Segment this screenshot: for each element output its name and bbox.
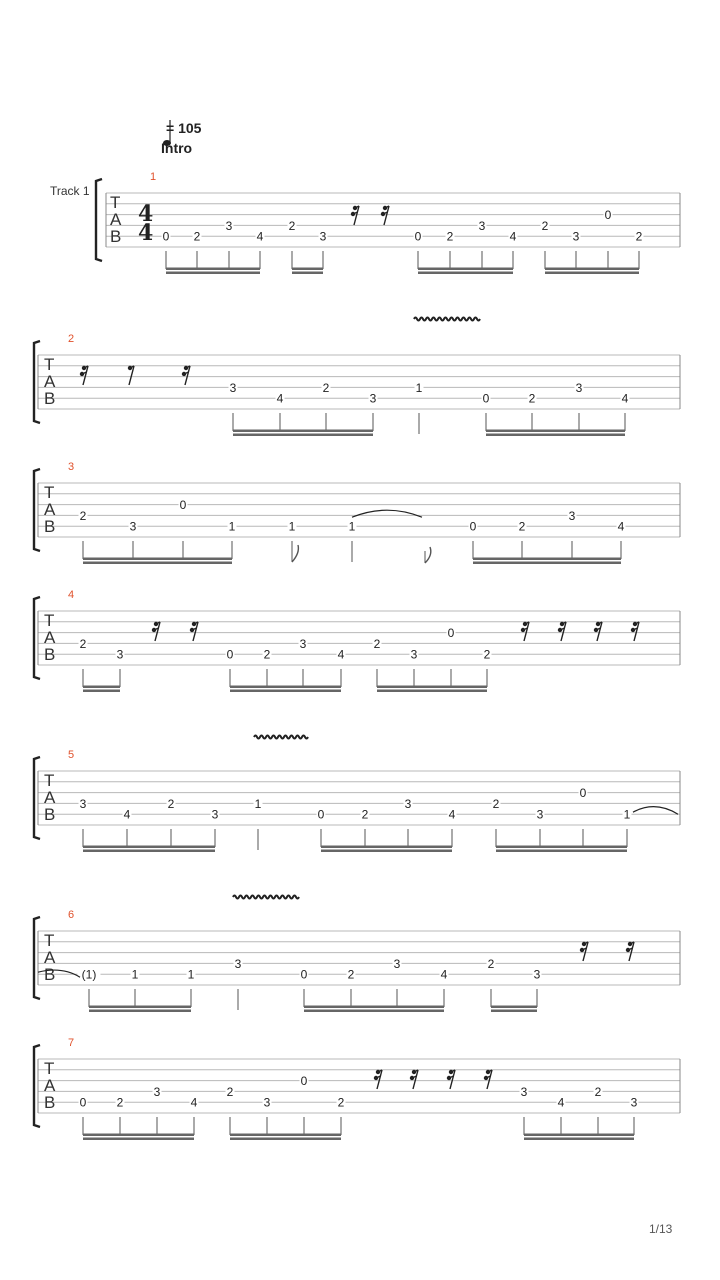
fret-number: 4 [617,519,625,534]
measure-number: 6 [68,909,75,921]
tab-clef-letter: B [44,805,56,824]
tab-system [34,1037,680,1140]
measure-number: 4 [68,589,75,601]
fret-number: 2 [193,229,201,244]
beam [496,846,627,849]
beam [292,268,323,271]
beam [491,1006,537,1009]
beam [292,272,323,275]
beam [304,1010,444,1013]
fret-number: 3 [153,1084,161,1099]
sixteenth-rest-icon [484,1070,492,1089]
beam [166,268,260,271]
tab-clef-letter: A [44,788,56,807]
beam [418,272,513,275]
beam [545,268,639,271]
beam [304,1006,444,1009]
fret-number: 3 [129,519,137,534]
beam [524,1138,634,1141]
tab-clef-letter: A [44,372,56,391]
fret-number: 4 [621,391,629,406]
tab-clef-letter: T [44,1059,55,1078]
beam [486,430,625,433]
fret-number: 0 [604,208,612,223]
beam [418,268,513,271]
fret-number: 1 [131,967,139,982]
fret-number: 4 [509,229,517,244]
beam [83,850,215,853]
fret-number: 2 [483,647,491,662]
fret-number: 2 [487,956,495,971]
fret-number: 4 [190,1095,198,1110]
fret-number: 0 [300,967,308,982]
fret-number: 2 [594,1084,602,1099]
measure-number: 3 [68,461,75,473]
fret-number: 3 [520,1084,528,1099]
fret-number: 2 [361,807,369,822]
system-bracket [34,1045,40,1127]
beam [166,272,260,275]
system-bracket [34,917,40,999]
sixteenth-rest-icon [558,622,566,641]
fret-number: 3 [478,218,486,233]
tab-clef-letter: T [44,771,55,790]
fret-number: 0 [317,807,325,822]
note-flag-icon [425,547,431,563]
fret-number: 0 [162,229,170,244]
fret-number: 3 [234,956,242,971]
beam [230,1134,341,1137]
tab-clef-letter: T [44,483,55,502]
fret-number: 3 [211,807,219,822]
system-bracket [34,757,40,839]
fret-number: 0 [447,626,455,641]
beam [377,690,487,693]
tab-clef-letter: B [44,965,56,984]
beam [233,434,373,437]
fret-number: 3 [630,1095,638,1110]
sixteenth-rest-icon [410,1070,418,1089]
tab-clef-letter: A [110,210,122,229]
beam [230,686,341,689]
fret-number: 3 [79,796,87,811]
beam [377,686,487,689]
tab-system [34,318,680,437]
beam [321,846,452,849]
beam [545,272,639,275]
beam [83,558,232,561]
time-signature-top: 4 [138,201,154,227]
fret-number: 3 [229,380,237,395]
fret-number: 2 [79,508,87,523]
fret-number: 0 [469,519,477,534]
system-bracket [34,341,40,423]
sixteenth-rest-icon [374,1070,382,1089]
tab-system [34,589,680,692]
fret-number: 1 [228,519,236,534]
beam [83,686,120,689]
fret-number: 0 [414,229,422,244]
fret-number: 2 [322,380,330,395]
vibrato-icon [233,896,299,899]
measure-number: 7 [68,1037,75,1049]
fret-number: 0 [226,647,234,662]
fret-number: 1 [187,967,195,982]
tab-clef-letter: B [44,1093,56,1112]
beam [473,562,621,565]
sixteenth-rest-icon [152,622,160,641]
note-flag-icon [292,545,298,562]
fret-number: 3 [404,796,412,811]
fret-number: 2 [446,229,454,244]
system-bracket [34,597,40,679]
sixteenth-rest-icon [351,206,359,225]
tab-clef-letter: B [44,645,56,664]
fret-number: 2 [337,1095,345,1110]
sixteenth-rest-icon [381,206,389,225]
tab-clef-letter: T [110,193,121,212]
fret-number: 3 [536,807,544,822]
sixteenth-rest-icon [626,942,634,961]
fret-number: 3 [116,647,124,662]
tab-clef-letter: T [44,931,55,950]
sixteenth-rest-icon [521,622,529,641]
measure-number: 2 [68,333,75,345]
vibrato-icon [254,736,308,739]
fret-number: 0 [179,498,187,513]
beam [486,434,625,437]
tab-clef-letter: B [44,517,56,536]
tie-arc [633,807,678,815]
beam [83,562,232,565]
measure-number: 5 [68,749,75,761]
fret-number: 3 [393,956,401,971]
fret-number: 0 [482,391,490,406]
fret-number: 2 [528,391,536,406]
tab-clef-letter: A [44,500,56,519]
fret-number: 3 [572,229,580,244]
fret-number: 3 [369,391,377,406]
fret-number: 3 [575,380,583,395]
fret-number: 4 [440,967,448,982]
beam [321,850,452,853]
beam [496,850,627,853]
fret-number: 1 [288,519,296,534]
sixteenth-rest-icon [190,622,198,641]
fret-number: 3 [263,1095,271,1110]
fret-number: 1 [254,796,262,811]
fret-number: 0 [79,1095,87,1110]
fret-number: 2 [518,519,526,534]
fret-number: 2 [541,218,549,233]
beam [473,558,621,561]
eighth-rest-icon [128,366,134,385]
tab-system [34,896,680,1013]
fret-number: 2 [263,647,271,662]
vibrato-icon [414,318,480,321]
sixteenth-rest-icon [182,366,190,385]
fret-number: 1 [348,519,356,534]
beam [83,690,120,693]
beam [83,1138,194,1141]
fret-number: 3 [568,508,576,523]
tab-system [34,736,680,853]
section-marker: Intro [161,140,193,156]
fret-number: 2 [226,1084,234,1099]
track-name: Track 1 [50,184,90,198]
tab-clef-letter: T [44,611,55,630]
sixteenth-rest-icon [594,622,602,641]
fret-number: 4 [276,391,284,406]
fret-number: (1) [81,967,97,982]
fret-number: 2 [167,796,175,811]
tab-clef-letter: B [44,389,56,408]
fret-number: 1 [623,807,631,822]
fret-number: 3 [299,636,307,651]
system-bracket [96,179,102,261]
fret-number: 3 [319,229,327,244]
tab-clef-letter: A [44,628,56,647]
fret-number: 0 [300,1074,308,1089]
fret-number: 2 [288,218,296,233]
sixteenth-rest-icon [447,1070,455,1089]
fret-number: 3 [410,647,418,662]
beam [524,1134,634,1137]
sixteenth-rest-icon [80,366,88,385]
fret-number: 4 [557,1095,565,1110]
page-number: 1/13 [649,1222,673,1236]
fret-number: 4 [256,229,264,244]
fret-number: 4 [123,807,131,822]
tab-system [96,171,680,274]
beam [230,1138,341,1141]
fret-number: 3 [533,967,541,982]
beam [230,690,341,693]
system-bracket [34,469,40,551]
tempo-marking: = 105 [166,120,202,136]
sixteenth-rest-icon [580,942,588,961]
beam [89,1010,191,1013]
tab-system [34,461,680,564]
tab-clef-letter: A [44,1076,56,1095]
beam [83,846,215,849]
beam [83,1134,194,1137]
fret-number: 2 [635,229,643,244]
measure-number: 1 [150,171,157,183]
fret-number: 2 [373,636,381,651]
fret-number: 2 [347,967,355,982]
beam [89,1006,191,1009]
fret-number: 4 [337,647,345,662]
sixteenth-rest-icon [631,622,639,641]
beam [233,430,373,433]
fret-number: 1 [415,380,423,395]
fret-number: 2 [492,796,500,811]
fret-number: 2 [116,1095,124,1110]
fret-number: 0 [579,786,587,801]
fret-number: 2 [79,636,87,651]
tie-arc [352,510,422,517]
fret-number: 3 [225,218,233,233]
tab-clef-letter: B [110,227,122,246]
time-signature-bottom: 4 [138,220,154,246]
beam [491,1010,537,1013]
tab-clef-letter: A [44,948,56,967]
tab-clef-letter: T [44,355,55,374]
fret-number: 4 [448,807,456,822]
